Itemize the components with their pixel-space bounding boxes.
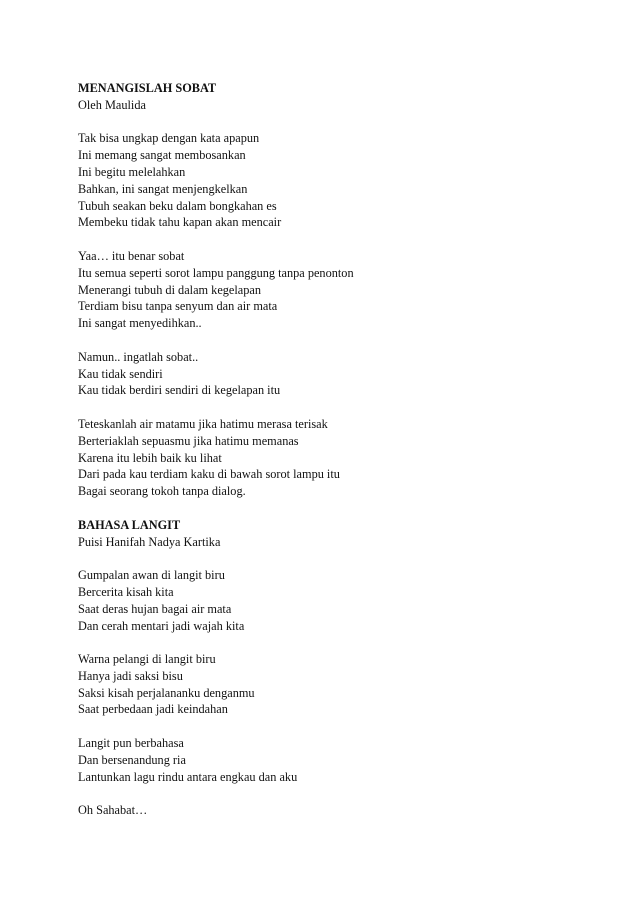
poem-line: Oh Sahabat… [78, 803, 148, 818]
poem-bahasa-langit [78, 517, 598, 819]
poem-line: Teteskanlah air matamu jika hatimu merasa terisak [78, 416, 328, 431]
stanza [78, 248, 598, 332]
poem-line: Saksi kisah perjalananku denganmu [78, 685, 255, 700]
poem-line: Bercerita kisah kita [78, 584, 174, 599]
poem-line: Saat perbedaan jadi keindahan [78, 702, 228, 717]
poem-line: Terdiam bisu tanpa senyum dan air mata [78, 299, 278, 314]
poem-line: Tubuh seakan beku dalam bongkahan es [78, 198, 277, 213]
stanza [78, 735, 598, 785]
poem-line: Saat deras hujan bagai air mata [78, 601, 232, 616]
poem-line: Namun.. ingatlah sobat.. [78, 349, 199, 364]
poem-author: Oleh Maulida [78, 97, 146, 112]
poem-line: Dan cerah mentari jadi wajah kita [78, 618, 245, 633]
poem-line: Bahkan, ini sangat menjengkelkan [78, 181, 248, 196]
poem-line: Gumpalan awan di langit biru [78, 568, 225, 583]
poem-title: BAHASA LANGIT [78, 517, 181, 532]
poem-line: Membeku tidak tahu kapan akan mencair [78, 215, 282, 230]
poem-line: Langit pun berbahasa [78, 736, 184, 751]
poem-line: Kau tidak berdiri sendiri di kegelapan itu [78, 383, 281, 398]
stanza [78, 567, 598, 634]
poem-line: Ini begitu melelahkan [78, 164, 186, 179]
poem-menangislah-sobat [78, 80, 598, 500]
poem-author: Puisi Hanifah Nadya Kartika [78, 534, 221, 549]
poem-line: Warna pelangi di langit biru [78, 652, 216, 667]
poem-line: Dari pada kau terdiam kaku di bawah sorot lampu itu [78, 467, 340, 482]
poem-line: Yaa… itu benar sobat [78, 248, 185, 263]
poem-line: Hanya jadi saksi bisu [78, 668, 183, 683]
stanza [78, 130, 598, 231]
stanza [78, 802, 598, 819]
poem-line: Itu semua seperti sorot lampu panggung tanpa penonton [78, 265, 354, 280]
stanza [78, 651, 598, 718]
poem-line: Tak bisa ungkap dengan kata apapun [78, 131, 260, 146]
poem-line: Dan bersenandung ria [78, 752, 186, 767]
poem-line: Bagai seorang tokoh tanpa dialog. [78, 484, 246, 499]
poem-line: Karena itu lebih baik ku lihat [78, 450, 222, 465]
stanza [78, 416, 598, 500]
poem-line: Berteriaklah sepuasmu jika hatimu memanas [78, 433, 299, 448]
document-page [78, 80, 598, 819]
poem-title: MENANGISLAH SOBAT [78, 81, 217, 95]
poem-line: Menerangi tubuh di dalam kegelapan [78, 282, 262, 297]
poem-line: Kau tidak sendiri [78, 366, 163, 381]
poem-line: Ini sangat menyedihkan.. [78, 316, 202, 331]
stanza [78, 349, 598, 399]
poem-line: Ini memang sangat membosankan [78, 148, 246, 163]
poem-line: Lantunkan lagu rindu antara engkau dan aku [78, 769, 298, 784]
